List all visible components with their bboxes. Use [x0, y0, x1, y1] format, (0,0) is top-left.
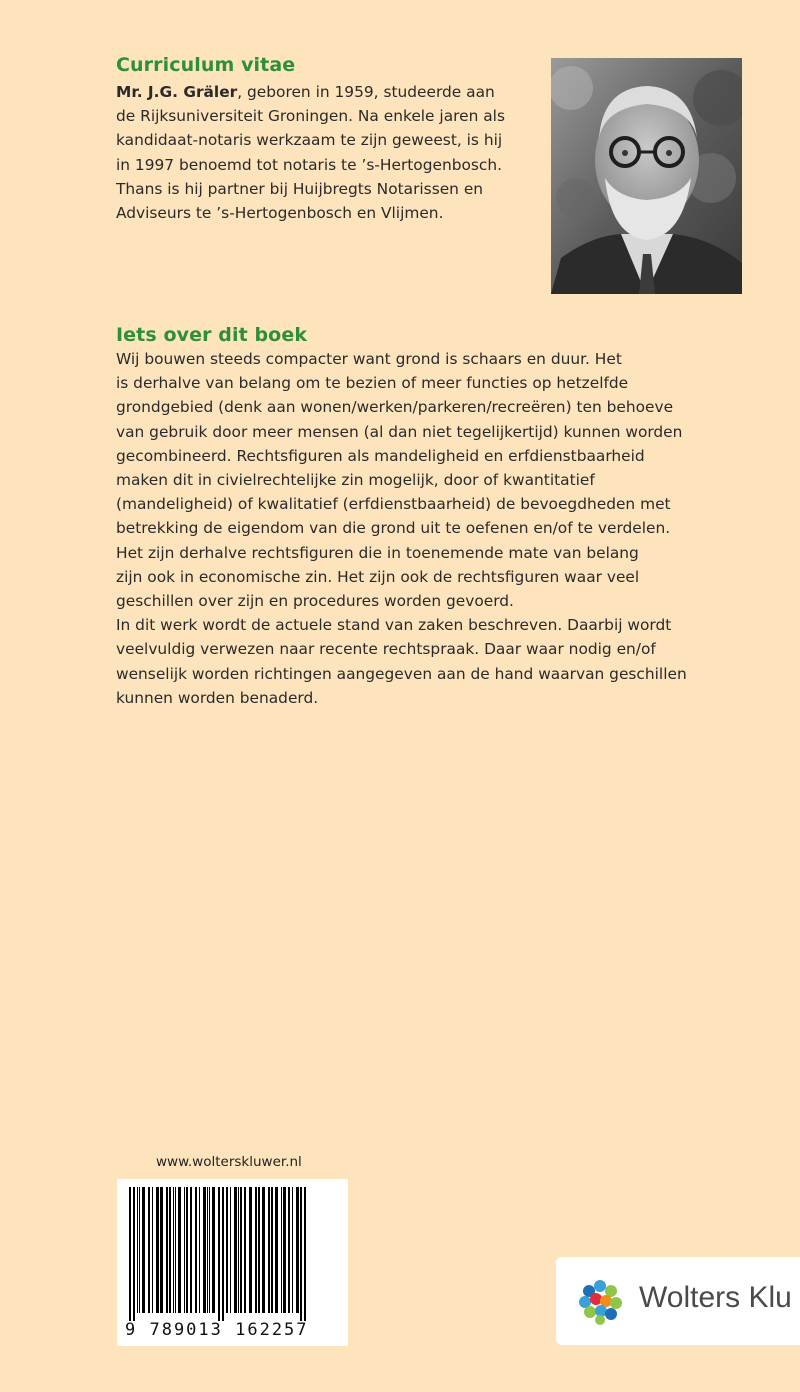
- cv-line: [116, 80, 536, 104]
- barcode-bar: [160, 1187, 163, 1313]
- barcode-bar: [244, 1187, 246, 1313]
- barcode-bar: [226, 1187, 228, 1313]
- barcode-bar: [258, 1187, 260, 1313]
- cv-paragraph: [116, 80, 536, 225]
- portrait-illustration: [551, 58, 742, 294]
- book-line: Het zijn derhalve rechtsfiguren die in toenemende mate van belang: [116, 543, 639, 562]
- logo-wordmark: Wolters Klu: [639, 1281, 792, 1314]
- barcode-bar: [129, 1187, 131, 1321]
- barcode-bar: [142, 1187, 145, 1313]
- barcode-bar: [184, 1187, 185, 1313]
- barcode-bar: [175, 1187, 176, 1313]
- barcode-bar: [230, 1187, 231, 1313]
- book-line: van gebruik door meer mensen (al dan niet tegelijkertijd) kunnen worden: [116, 422, 683, 441]
- barcode-bar: [268, 1187, 270, 1313]
- book-line: In dit werk wordt de actuele stand van zaken beschreven. Daarbij wordt: [116, 616, 672, 635]
- barcode-bar: [275, 1187, 278, 1313]
- barcode-bar: [271, 1187, 273, 1313]
- author-name: Mr. J.G. Gräler: [116, 83, 238, 101]
- barcode-bar: [186, 1187, 188, 1313]
- barcode-bar: [281, 1187, 282, 1313]
- barcode-bar: [300, 1187, 302, 1321]
- book-line: wenselijk worden richtingen aangegeven aan de hand waarvan geschillen: [116, 664, 687, 683]
- barcode-bar: [249, 1187, 252, 1313]
- cv-line: Thans is hij partner bij Huijbregts Notarissen en: [116, 179, 484, 198]
- barcode-bar: [240, 1187, 242, 1313]
- book-line: (mandeligheid) of kwalitatief (erfdienstbaarheid) de bevoegdheden met: [116, 495, 671, 514]
- barcode-bar: [166, 1187, 168, 1313]
- barcode-bar: [222, 1187, 224, 1321]
- barcode-bar: [262, 1187, 265, 1313]
- barcode: [117, 1179, 348, 1346]
- publisher-logo: [556, 1257, 800, 1345]
- barcode-bar: [169, 1187, 171, 1313]
- barcode-bar: [288, 1187, 290, 1313]
- barcode-bar: [203, 1187, 206, 1313]
- barcode-bar: [209, 1187, 210, 1313]
- wolters-kluwer-logo-icon: [576, 1277, 624, 1325]
- book-line: grondgebied (denk aan wonen/werken/parkeren/recreëren) ten behoeve: [116, 398, 674, 417]
- barcode-bar: [199, 1187, 200, 1313]
- barcode-bar: [178, 1187, 181, 1313]
- barcode-bar: [139, 1187, 140, 1313]
- barcode-bar: [212, 1187, 215, 1313]
- barcode-bar: [173, 1187, 174, 1313]
- barcode-bar: [304, 1187, 306, 1321]
- barcode-bar: [133, 1187, 135, 1321]
- book-line: betrekking de eigendom van die grond uit te oefenen en/of te verdelen.: [116, 519, 671, 538]
- barcode-bar: [190, 1187, 192, 1313]
- book-line: geschillen over zijn en procedures worden gevoerd.: [116, 592, 514, 611]
- cv-first-line-rest: , geboren in 1959, studeerde aan: [237, 83, 495, 101]
- barcode-bar: [283, 1187, 286, 1313]
- book-line: zijn ook in economische zin. Het zijn ook de rechtsfiguren waar veel: [116, 567, 640, 586]
- book-line: maken dit in civielrechtelijke zin mogelijk, door of kwantitatief: [116, 471, 595, 490]
- barcode-digits: 9 789013 162257: [125, 1320, 309, 1340]
- cv-line: kandidaat-notaris werkzaam te zijn geweest, is hij: [116, 131, 503, 150]
- barcode-bar: [148, 1187, 150, 1313]
- barcode-bar: [296, 1187, 299, 1313]
- book-line: veelvuldig verwezen naar recente rechtspraak. Daar waar nodig en/of: [116, 640, 656, 659]
- book-heading: Iets over dit boek: [116, 324, 308, 346]
- barcode-bars: [117, 1179, 348, 1324]
- cv-line: in 1997 benoemd tot notaris te ’s-Hertogenbosch.: [116, 155, 503, 174]
- barcode-bar: [152, 1187, 153, 1313]
- book-paragraph: [116, 347, 726, 710]
- barcode-bar: [238, 1187, 239, 1313]
- barcode-bar: [137, 1187, 138, 1313]
- book-line: Wij bouwen steeds compacter want grond is schaars en duur. Het: [116, 350, 622, 368]
- barcode-bar: [156, 1187, 159, 1313]
- barcode-bar: [218, 1187, 220, 1321]
- website-url[interactable]: www.wolterskluwer.nl: [156, 1154, 302, 1170]
- book-line: kunnen worden benaderd.: [116, 688, 319, 707]
- cv-line: Adviseurs te ’s-Hertogenbosch en Vlijmen.: [116, 204, 444, 223]
- barcode-bar: [195, 1187, 197, 1313]
- barcode-bar: [292, 1187, 293, 1313]
- barcode-bar: [255, 1187, 257, 1313]
- barcode-bar: [207, 1187, 208, 1313]
- book-line: gecombineerd. Rechtsfiguren als mandeligheid en erfdienstbaarheid: [116, 446, 645, 465]
- cv-line: de Rijksuniversiteit Groningen. Na enkele jaren als: [116, 107, 505, 126]
- book-line: is derhalve van belang om te bezien of meer functies op hetzelfde: [116, 374, 629, 393]
- author-portrait: [551, 58, 742, 294]
- barcode-bar: [234, 1187, 237, 1313]
- cv-heading: Curriculum vitae: [116, 54, 296, 76]
